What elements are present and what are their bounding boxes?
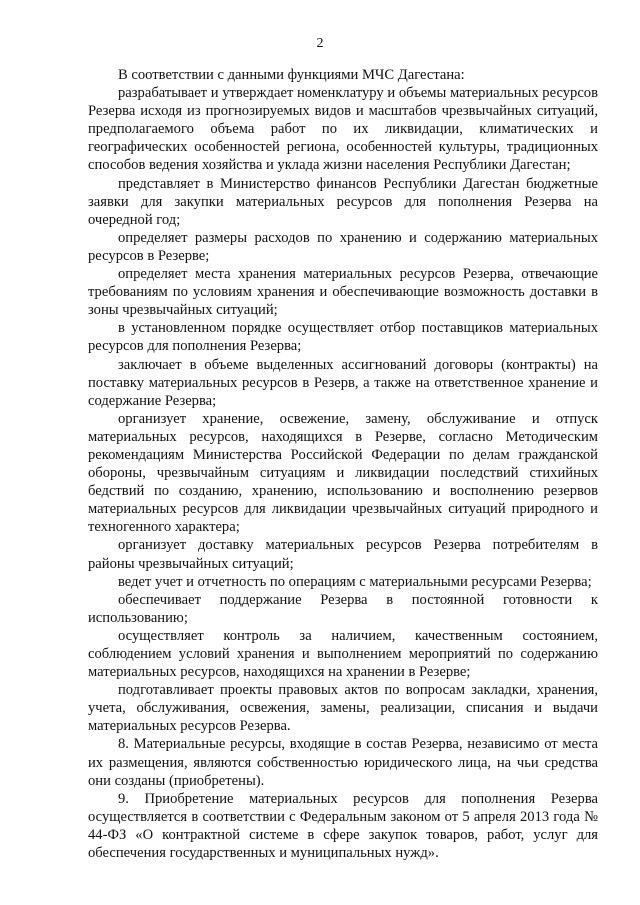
paragraph-supplier-selection: в установленном порядке осуществляет отбор поставщиков материальных ресурсов для пополнения Резерва; [88, 320, 598, 355]
page-number: 2 [316, 36, 324, 51]
paragraph-readiness: обеспечивает поддержание Резерва в постоянной готовности к использованию; [88, 591, 598, 626]
paragraph-item-8: 8. Материальные ресурсы, входящие в состав Резерва, независимо от места их размещения, являются собственностью юридического лица, на чьи средства они созданы (приобретены). [88, 736, 598, 789]
paragraph-item-9: 9. Приобретение материальных ресурсов для пополнения Резерва осуществляется в соответствии с Федеральным законом от 5 апреля 2013 года № 44-ФЗ «О контрактной системе в сфере закупок товаров, работ, услуг для обеспечения государственных и муниципальных нужд». [88, 790, 598, 862]
paragraph-contracts: заключает в объеме выделенных ассигнований договоры (контракты) на поставку материальных ресурсов в Резерв, а также на ответственное хранение и содержание Резерва; [88, 356, 598, 409]
paragraph-accounting: ведет учет и отчетность по операциям с материальными ресурсами Резерва; [118, 573, 592, 590]
paragraph-legal-acts: подготавливает проекты правовых актов по вопросам закладки, хранения, учета, обслуживания, освежения, замены, реализации, списания и выдачи материальных ресурсов Резерва. [88, 682, 598, 735]
paragraph-control: осуществляет контроль за наличием, качественным состоянием, соблюдением условий хранения и выполнением мероприятий по содержанию материальных ресурсов, находящихся на хранении в Резерве; [88, 627, 598, 681]
paragraph-storage-costs: определяет размеры расходов по хранению и содержанию материальных ресурсов в Резерве; [88, 229, 598, 264]
paragraph-storage-places: определяет места хранения материальных ресурсов Резерва, отвечающие требованиям по условиям хранения и обеспечивающие возможность доставки в зоны чрезвычайных ситуаций; [88, 266, 598, 319]
paragraph-delivery: организует доставку материальных ресурсов Резерва потребителям в районы чрезвычайных ситуаций; [88, 537, 598, 572]
document-body [88, 66, 598, 862]
paragraph-budget-requests: представляет в Министерство финансов Республики Дагестан бюджетные заявки для закупки материальных ресурсов для пополнения Резерва на очередной год; [88, 175, 598, 228]
paragraph-nomenclature: разрабатывает и утверждает номенклатуру и объемы материальных ресурсов Резерва исходя из прогнозируемых видов и масштабов чрезвычайных ситуаций, предполагаемого объема работ по их ликвидации, климатических и географических особенностей региона, особенностей культуры, традиционных способов ведения хозяйства и уклада жизни населения Республики Дагестан; [88, 85, 598, 174]
paragraph-storage-organization: организует хранение, освежение, замену, обслуживание и отпуск материальных ресурсов, находящихся в Резерве, согласно Методическим рекомендациям Министерства Российской Федерации по делам гражданской обороны, чрезвычайным ситуациям и ликвидации последствий стихийных бедствий по созданию, хранению, использованию и восполнению резервов материальных ресурсов для ликвидации чрезвычайных ситуаций природного и техногенного характера; [88, 410, 598, 536]
paragraph-intro: В соответствии с данными функциями МЧС Дагестана: [118, 67, 465, 83]
